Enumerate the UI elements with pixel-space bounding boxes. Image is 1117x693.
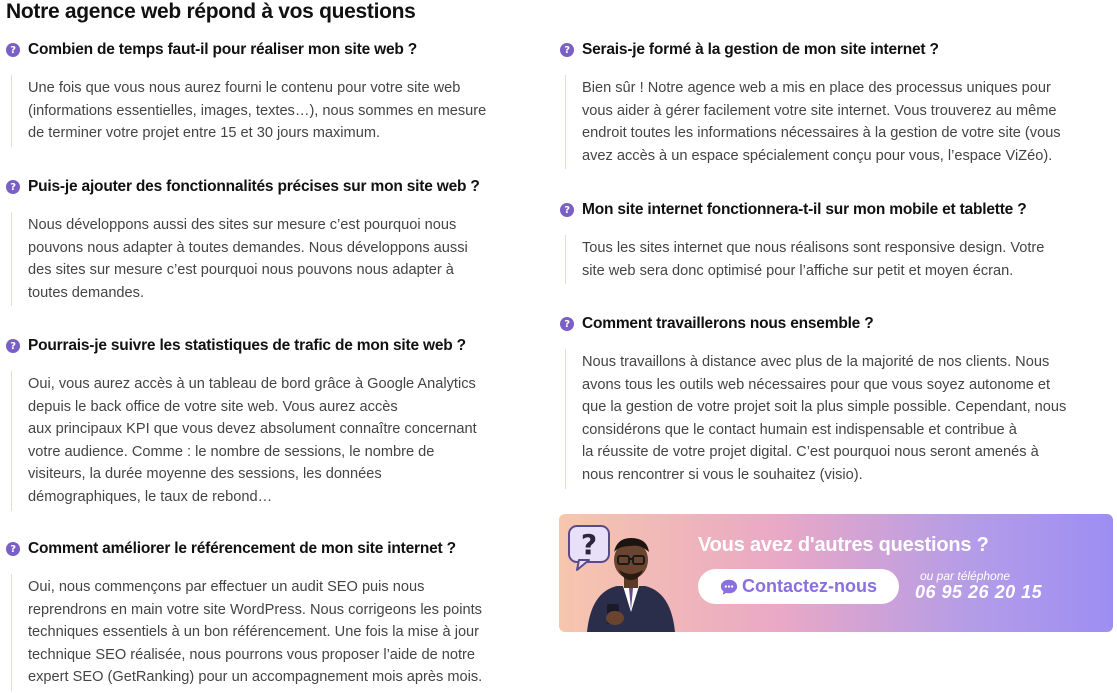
- question-circle-icon: ?: [6, 180, 20, 194]
- faq-question[interactable]: [6, 334, 477, 358]
- faq-answer-line: Nous travaillons à distance avec plus de la majorité de nos clients. Nous: [582, 354, 1050, 370]
- faq-question[interactable]: [560, 38, 1061, 62]
- faq-question[interactable]: [6, 537, 482, 561]
- faq-answer: [565, 235, 1044, 284]
- faq-answer-line: des sites sur mesure c’est pourquoi nous pouvons nous adapter à: [28, 262, 454, 279]
- faq-answer-line: Oui, nous commençons par effectuer un audit SEO puis nous: [28, 579, 425, 595]
- faq-answer: [11, 371, 477, 511]
- faq-answer-line: site web sera donc optimisé pour l’affiche sur petit et moyen écran.: [582, 262, 1014, 279]
- faq-answer-line: de terminer votre projet entre 15 et 30 jours maximum.: [28, 125, 381, 142]
- page-title: Notre agence web répond à vos questions: [6, 0, 416, 23]
- faq-answer: [11, 574, 482, 691]
- banner-title: Vous avez d'autres questions ?: [698, 534, 989, 556]
- faq-question[interactable]: [560, 312, 1066, 336]
- faq-answer-line: que la gestion de votre projet soit la plus simple possible. Cependant, nous: [582, 399, 1067, 416]
- faq-answer-line: aux principaux KPI que vous devez absolument connaître concernant: [28, 421, 477, 438]
- faq-answer-line: la réussite de votre projet digital. C’est pourquoi nous seront amenés à: [582, 444, 1039, 461]
- svg-text:?: ?: [580, 528, 598, 561]
- faq-answer-line: votre audience. Comme : le nombre de sessions, le nombre de: [28, 443, 435, 460]
- faq-answer-line: techniques essentiels à un bon référencement. Une fois la mise à jour: [28, 624, 480, 641]
- faq-answer-line: technique SEO réalisée, nous pourrons vous proposer l’aide de notre: [28, 646, 476, 663]
- question-circle-icon: ?: [560, 43, 574, 57]
- question-circle-icon: ?: [6, 43, 20, 57]
- faq-answer-line: visiteurs, la durée moyenne des sessions, les données: [28, 466, 382, 483]
- faq-answer-line: vous aider à gérer facilement votre site internet. Vous trouverez au même: [582, 102, 1057, 119]
- phone-label: ou par téléphone: [920, 569, 1011, 583]
- faq-answer-line: Une fois que vous nous aurez fourni le contenu pour votre site web: [28, 80, 461, 96]
- faq-answer-line: Oui, vous aurez accès à un tableau de bord grâce à Google Analytics: [28, 376, 476, 392]
- faq-answer: [11, 75, 486, 147]
- faq-item: [6, 334, 477, 511]
- faq-answer-line: Bien sûr ! Notre agence web a mis en place des processus uniques pour: [582, 80, 1051, 96]
- faq-answer-line: considérons que le contact humain est indispensable et contribue à: [582, 421, 1017, 438]
- faq-question-text: Combien de temps faut-il pour réaliser mon site web ?: [28, 41, 418, 58]
- faq-item: [560, 38, 1061, 169]
- faq-answer-line: reprendrons en main votre site WordPress. Nous corrigeons les points: [28, 601, 482, 618]
- avatar-illustration: [567, 522, 682, 632]
- faq-question-text: Puis-je ajouter des fonctionnalités précises sur mon site web ?: [28, 178, 480, 195]
- faq-item: [6, 38, 486, 147]
- faq-answer-line: (informations essentielles, images, textes…), nous sommes en mesure: [28, 102, 487, 119]
- question-circle-icon: ?: [6, 542, 20, 556]
- faq-question[interactable]: [560, 198, 1044, 222]
- faq-item: [560, 312, 1066, 489]
- contact-button-label: Contactez-nous: [742, 576, 877, 596]
- faq-answer-line: Tous les sites internet que nous réalisons sont responsive design. Votre: [582, 240, 1045, 256]
- faq-answer-line: pouvons nous adapter à toutes demandes. Nous développons aussi: [28, 239, 468, 256]
- faq-item: [6, 175, 480, 306]
- faq-answer-line: depuis le back office de votre site web. Vous aurez accès: [28, 398, 398, 415]
- faq-question-text: Pourrais-je suivre les statistiques de trafic de mon site web ?: [28, 337, 466, 354]
- contact-banner: [559, 514, 1113, 632]
- faq-answer: [565, 75, 1061, 169]
- faq-answer-line: nous rencontrer si vous le souhaitez (visio).: [582, 466, 863, 483]
- faq-question-text: Mon site internet fonctionnera-t-il sur mon mobile et tablette ?: [582, 201, 1027, 218]
- faq-item: [560, 198, 1044, 284]
- question-circle-icon: ?: [6, 339, 20, 353]
- faq-question-text: Serais-je formé à la gestion de mon site internet ?: [582, 41, 939, 58]
- question-circle-icon: ?: [560, 203, 574, 217]
- faq-answer-line: toutes demandes.: [28, 284, 145, 301]
- question-bubble-icon: [569, 526, 609, 570]
- faq-question[interactable]: [6, 175, 480, 199]
- faq-answer-line: endroit toutes les informations nécessaires à la gestion de votre site (vous: [582, 125, 1061, 142]
- question-circle-icon: ?: [560, 317, 574, 331]
- faq-answer-line: avons tous les outils web nécessaires pour que vous soyez autonome et: [582, 376, 1051, 393]
- faq-question-text: Comment travaillerons nous ensemble ?: [582, 315, 874, 332]
- phone-number-link[interactable]: 06 95 26 20 15: [915, 582, 1043, 602]
- faq-answer-line: Nous développons aussi des sites sur mesure c’est pourquoi nous: [28, 217, 457, 233]
- faq-question[interactable]: [6, 38, 486, 62]
- faq-answer: [11, 212, 480, 306]
- faq-item: [6, 537, 482, 691]
- faq-answer-line: expert SEO (GetRanking) pour un accompagnement mois après mois.: [28, 669, 483, 686]
- chat-icon: [720, 578, 738, 596]
- faq-answer-line: démographiques, le taux de rebond…: [28, 488, 273, 505]
- faq-answer-line: avez accès à un espace spécialement conçu pour vous, l’espace ViZéo).: [582, 147, 1053, 164]
- contact-button[interactable]: [698, 569, 899, 604]
- faq-question-text: Comment améliorer le référencement de mon site internet ?: [28, 540, 456, 557]
- faq-answer: [565, 349, 1066, 489]
